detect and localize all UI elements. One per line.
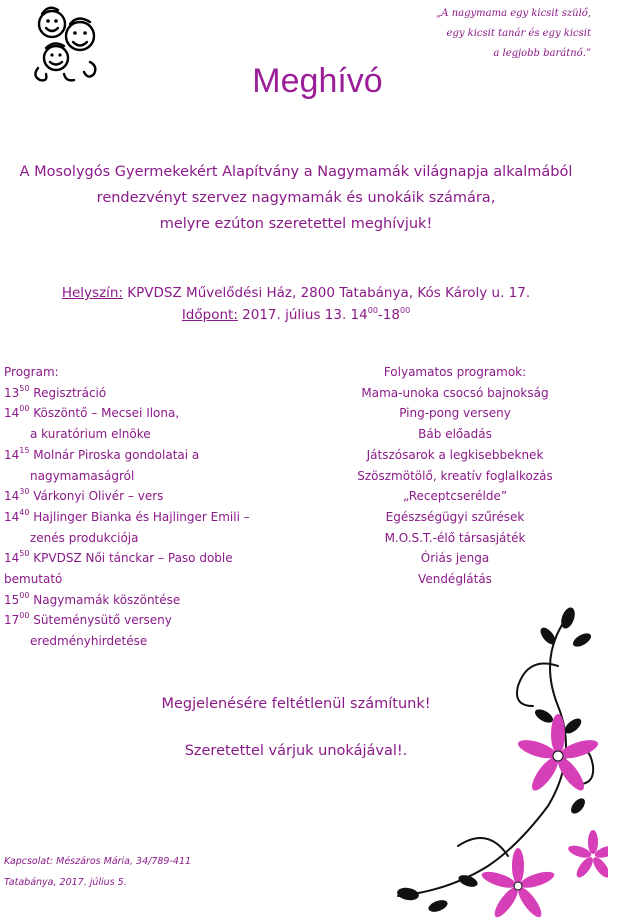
closing-line-2: Szeretettel várjuk unokájával!. [184,743,408,759]
program-minute: 00 [19,611,30,621]
program-item [4,403,304,424]
program-text: Süteménysütő verseny [29,613,172,628]
program-item [4,548,304,569]
program-hour: 14 [4,551,20,566]
continuous-programs [330,362,580,590]
continuous-item: Mama-unoka csocsó bajnokság [361,385,549,400]
venue-time [0,282,592,326]
time-start-min: 00 [367,306,378,315]
program-item-continuation: a kuratórium elnöke [30,427,151,442]
program-minute: 00 [19,590,30,600]
program-minute: 50 [19,383,30,393]
program-text: KPVDSZ Női tánckar – Paso doble [29,551,233,566]
venue-line [0,282,592,304]
intro-line: melyre ezúton szeretettel meghívjuk! [159,216,433,232]
program-item-continuation: nagymamaságról [30,468,135,483]
continuous-item: M.O.S.T.-élő társasjáték [384,530,526,545]
program-hour: 13 [4,385,20,400]
continuous-item: Szöszmötölő, kreatív foglalkozás [357,468,553,483]
program-text: Hajlinger Bianka és Hajlinger Emili – [29,509,250,524]
program-hour: 14 [4,406,20,421]
program-item [4,445,304,466]
continuous-item: Vendéglátás [418,572,492,587]
program-item [4,507,304,528]
floral-vine-ornament-icon [368,606,608,924]
program-hour: 17 [4,613,20,628]
program-item [4,383,304,404]
program-text: Köszöntő – Mecsei Ilona, [29,406,180,421]
program-item [4,610,304,631]
quote-line: egy kicsit tanár és egy kicsit [446,28,591,39]
page-title: Meghívó [252,62,383,100]
venue-label: Helyszín: [61,285,124,301]
program-hour: 14 [4,509,20,524]
program-item [4,486,304,507]
closing-line-1: Megjelenésére feltétlenül számítunk! [161,696,431,712]
continuous-heading: Folyamatos programok: [383,365,527,379]
time-line [0,304,592,326]
continuous-item: Óriás jenga [420,551,490,566]
program-list [4,362,304,652]
footer-place-date: Tatabánya, 2017. július 5. [4,877,127,888]
time-end-min: 00 [399,306,411,315]
continuous-item: Játszósarok a legkisebbeknek [366,447,544,462]
quote [351,4,591,64]
program-heading: Program: [4,365,59,379]
time-label: Időpont: [181,307,238,323]
program-minute: 30 [19,487,30,497]
program-hour: 14 [4,489,20,504]
quote-line: „A nagymama egy kicsit szülő, [436,8,591,19]
program-text: Várkonyi Olivér – vers [29,489,164,504]
program-minute: 00 [19,404,30,414]
program-minute: 40 [19,507,30,517]
intro-text [0,159,592,237]
continuous-item: Ping-pong verseny [399,406,511,421]
continuous-item: „Receptcserélde” [402,489,508,504]
time-date: 2017. július 13. 14 [237,307,368,323]
program-item-continuation: bemutató [4,572,63,587]
program-item [4,590,304,611]
program-hour: 15 [4,592,20,607]
program-item-continuation: eredményhirdetése [30,634,148,649]
intro-line: rendezvényt szervez nagymamák és unokáik számára, [96,190,496,206]
program-minute: 50 [19,549,30,559]
program-minute: 15 [19,445,30,455]
program-hour: 14 [4,447,20,462]
program-item-continuation: zenés produkciója [30,530,139,545]
program-text: Regisztráció [29,385,107,400]
intro-line: A Mosolygós Gyermekekért Alapítvány a Nagymamák világnapja alkalmából [19,164,573,180]
footer-contact: Kapcsolat: Mészáros Mária, 34/789-411 [4,856,192,867]
program-text: Nagymamák köszöntése [29,592,181,607]
quote-line: a legjobb barátnő.” [493,48,591,59]
time-dash: -18 [377,307,400,323]
program-text: Molnár Piroska gondolatai a [29,447,200,462]
continuous-item: Egészségügyi szűrések [385,509,525,524]
venue-value: KPVDSZ Művelődési Ház, 2800 Tatabánya, Kós Károly u. 17. [123,285,531,301]
continuous-item: Báb előadás [418,427,492,442]
